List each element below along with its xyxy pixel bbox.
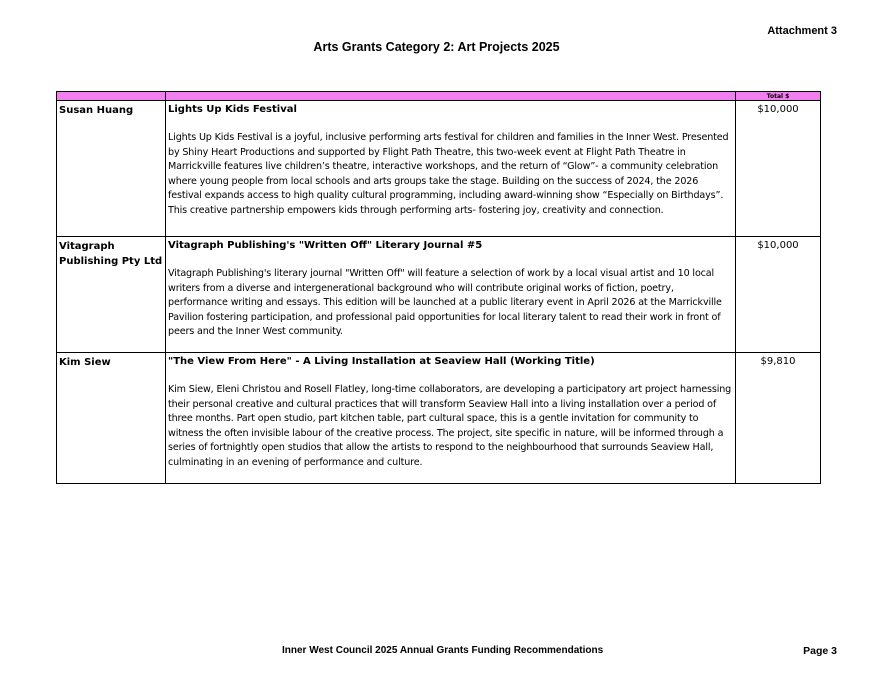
page-number: Page 3 bbox=[803, 645, 837, 657]
project-description: Kim Siew, Eleni Christou and Rosell Flatley, long-time collaborators, are developing a participatory art project harnessing their personal creative and cultural practices that will transform Seaview Hall into a living installation over a period of three months. Part open studio, part kitchen table, part cultural space, this is a gentle invitation for community to witness the often invisible labour of the creative process. The project, site specific in nature, will be informed through a series of fortnightly open studios that allow the artists to respond to the neighbourhood that surrounds Seaview Hall, culminating in an evening of performance and culture. bbox=[168, 384, 732, 468]
applicant-cell bbox=[57, 101, 166, 237]
project-cell bbox=[166, 101, 736, 237]
column-header-applicant bbox=[57, 92, 166, 101]
table-row bbox=[57, 101, 821, 237]
project-cell bbox=[166, 237, 736, 353]
amount-cell bbox=[736, 237, 821, 353]
grant-amount: $9,810 bbox=[760, 356, 796, 367]
grant-amount: $10,000 bbox=[757, 240, 799, 251]
column-header-project bbox=[166, 92, 736, 101]
project-title: "The View From Here" - A Living Installation at Seaview Hall (Working Title) bbox=[168, 356, 595, 367]
project-title: Vitagraph Publishing's "Written Off" Literary Journal #5 bbox=[168, 240, 483, 251]
grants-table bbox=[56, 91, 821, 484]
attachment-label: Attachment 3 bbox=[767, 25, 837, 37]
table-row bbox=[57, 237, 821, 353]
table-row bbox=[57, 353, 821, 484]
amount-cell bbox=[736, 353, 821, 484]
column-header-total: Total $ bbox=[736, 92, 821, 101]
page-title: Arts Grants Category 2: Art Projects 2025 bbox=[313, 40, 560, 54]
applicant-name: Kim Siew bbox=[59, 357, 111, 368]
applicant-name: Susan Huang bbox=[59, 105, 134, 116]
project-title: Lights Up Kids Festival bbox=[168, 104, 297, 115]
applicant-cell bbox=[57, 353, 166, 484]
project-description: Lights Up Kids Festival is a joyful, inclusive performing arts festival for children and families in the Inner West. Presented by Shiny Heart Productions and supported by Flight Path Theatre, this two-week event at Flight Path Theatre in Marrickville features live children’s theatre, interactive workshops, and the return of “Glow”- a community celebration where young people from local schools and arts groups take the stage. Building on the success of 2024, the 2026 festival expands access to high quality cultural programming, including award-winning show “Especially on Birthdays”. This creative partnership empowers kids through performing arts- fostering joy, creativity and connection. bbox=[168, 132, 729, 216]
grant-amount: $10,000 bbox=[757, 104, 799, 115]
applicant-cell bbox=[57, 237, 166, 353]
table-header-row bbox=[57, 92, 821, 101]
project-cell bbox=[166, 353, 736, 484]
amount-cell bbox=[736, 101, 821, 237]
applicant-name: Vitagraph Publishing Pty Ltd bbox=[59, 241, 163, 267]
project-description: Vitagraph Publishing's literary journal "Written Off" will feature a selection of work by a local visual artist and 10 local writers from a diverse and intergenerational background who will contribute original works of fiction, poetry, performance writing and essays. This edition will be launched at a public literary event in April 2026 at the Marrickville Pavilion fostering participation, and professional paid opportunities for local literary talent to read their work in front of peers and the Inner West community. bbox=[168, 268, 722, 338]
footer-text: Inner West Council 2025 Annual Grants Funding Recommendations bbox=[282, 645, 604, 656]
